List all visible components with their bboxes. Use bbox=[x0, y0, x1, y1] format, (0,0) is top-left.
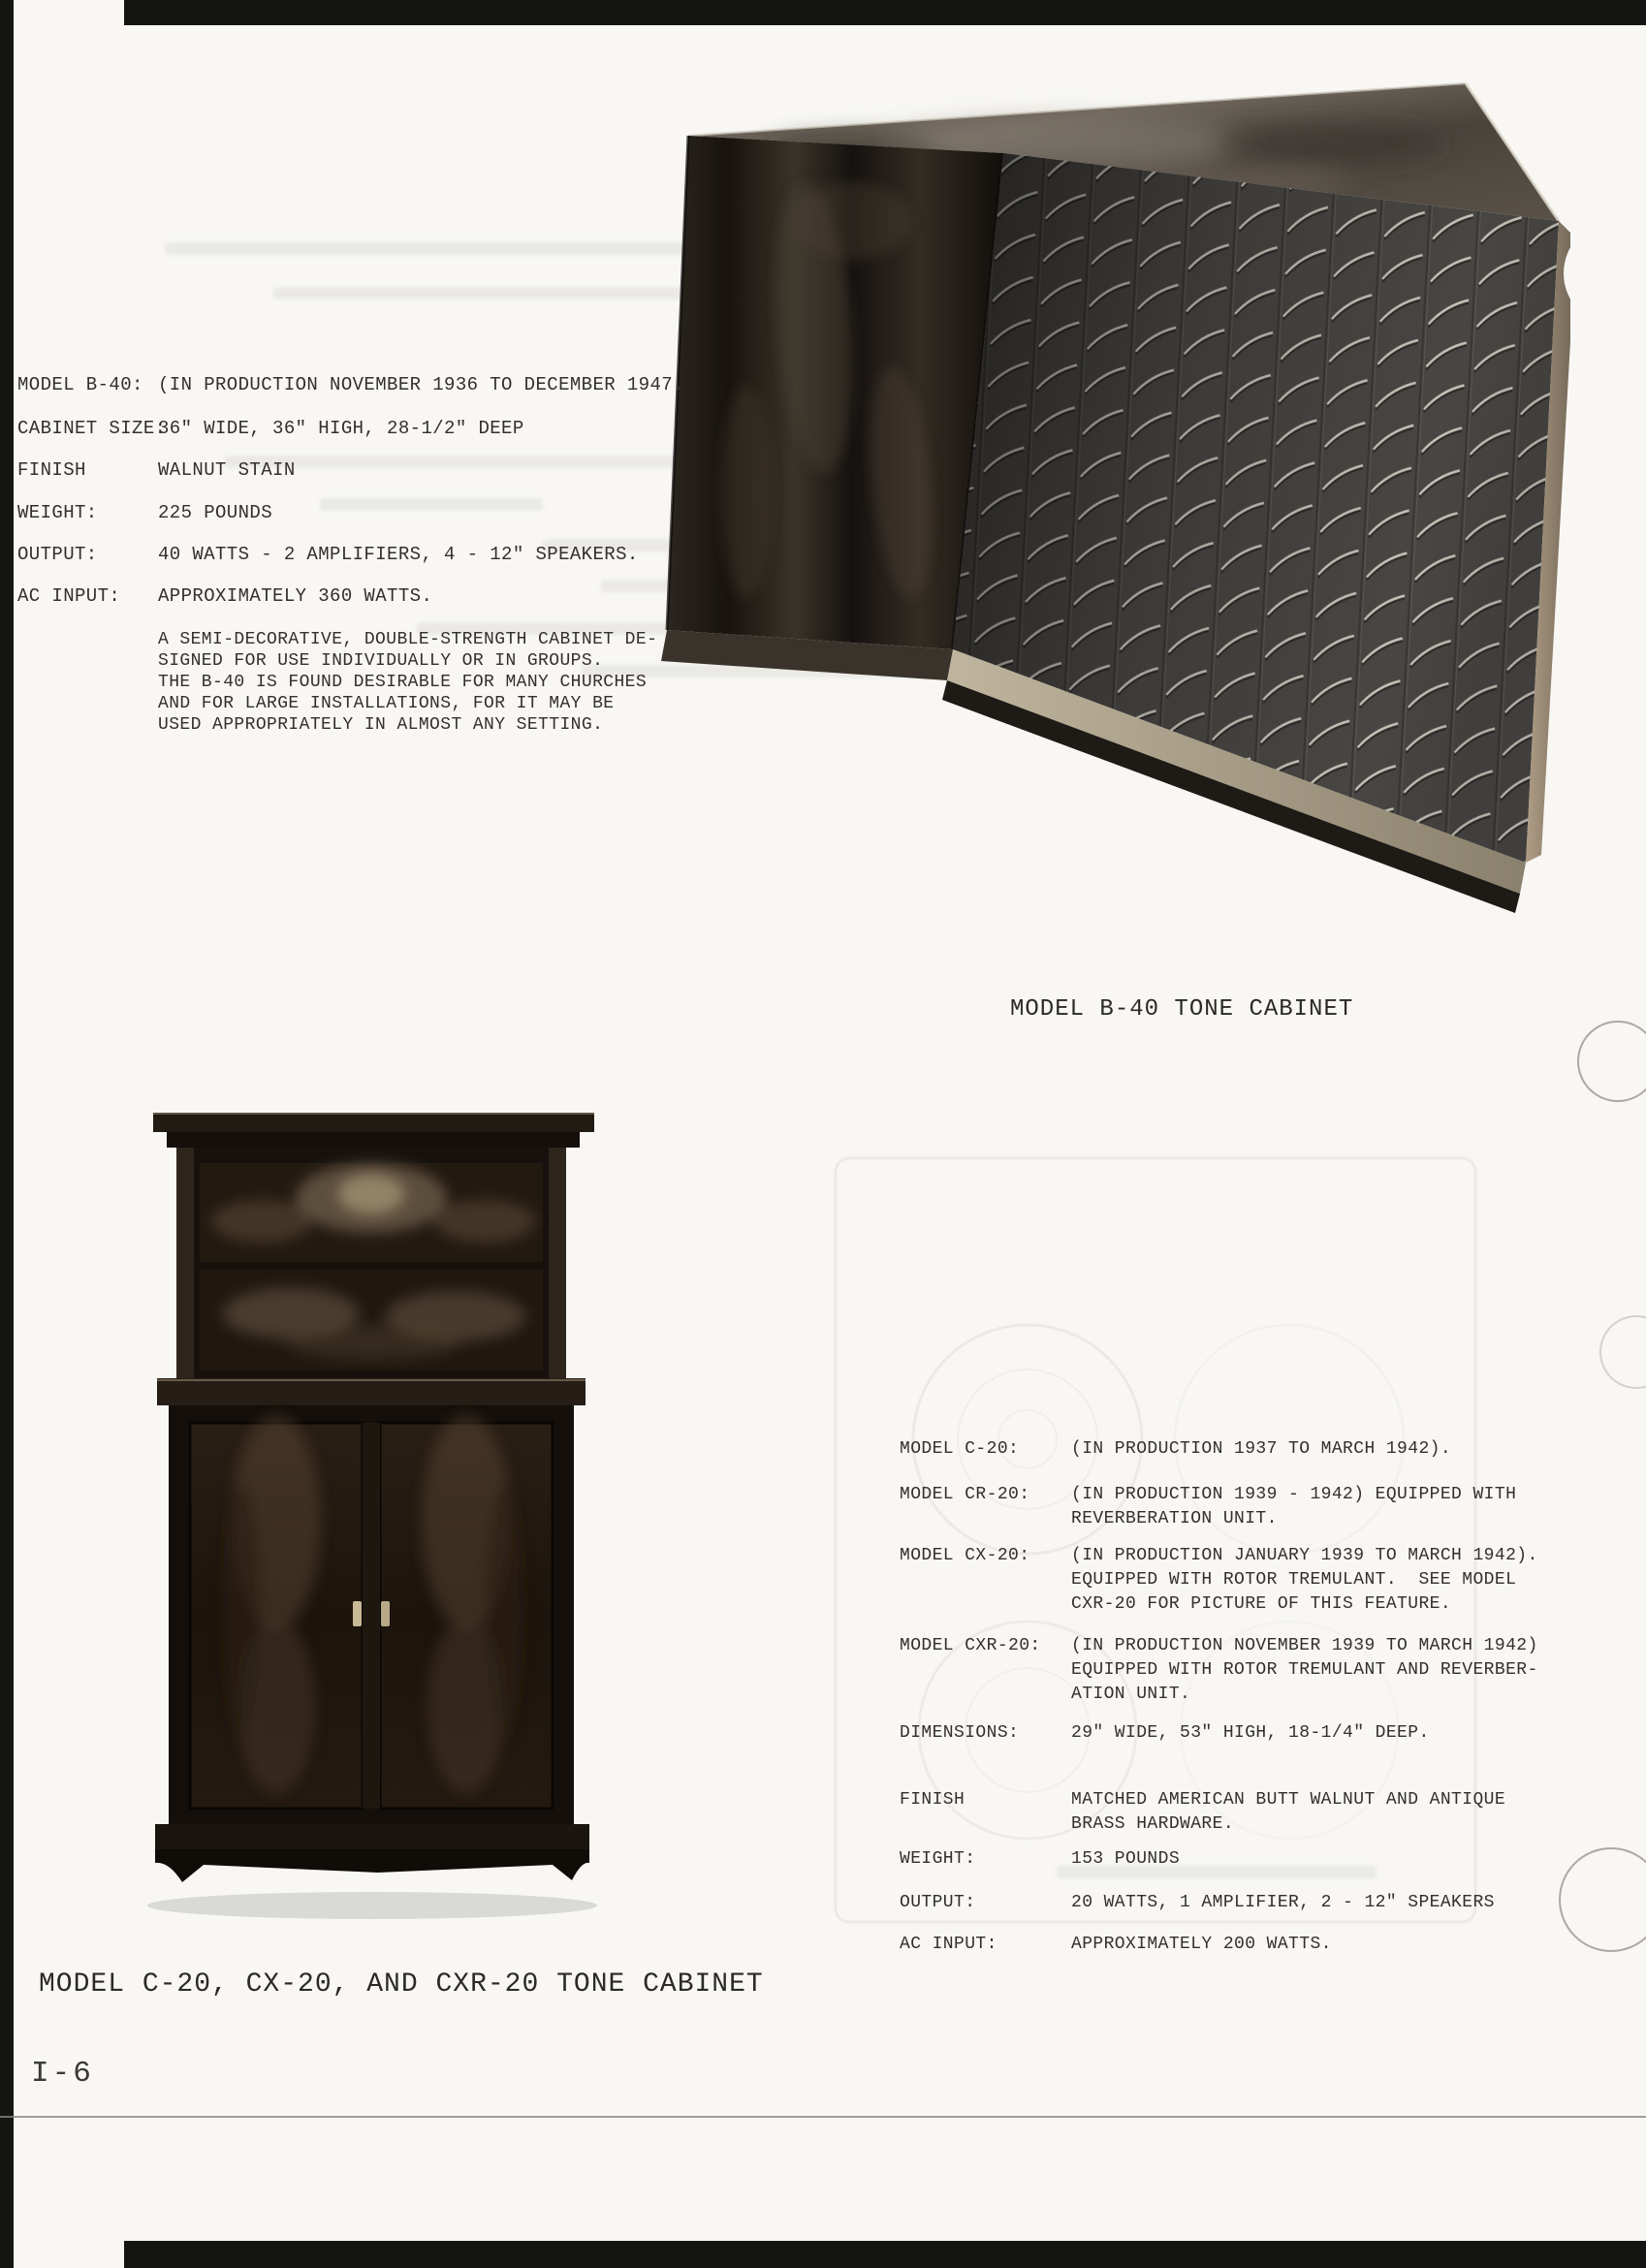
spec-value: APPROXIMATELY 360 WATTS. bbox=[158, 585, 433, 607]
b40-photo-caption: MODEL B-40 TONE CABINET bbox=[1010, 996, 1354, 1023]
spec-line: APPROXIMATELY 200 WATTS. bbox=[1071, 1935, 1332, 1954]
spec-label: DIMENSIONS: bbox=[900, 1723, 1020, 1743]
spec-label: MODEL CR-20: bbox=[900, 1485, 1030, 1504]
spec-line: 20 WATTS, 1 AMPLIFIER, 2 - 12" SPEAKERS bbox=[1071, 1893, 1495, 1912]
spec-value: 40 WATTS - 2 AMPLIFIERS, 4 - 12" SPEAKERS. bbox=[158, 544, 639, 565]
spec-line: 29" WIDE, 53" HIGH, 18-1/4" DEEP. bbox=[1071, 1723, 1430, 1743]
scan-border-bottom bbox=[124, 2241, 1646, 2268]
spec-value: (IN PRODUCTION NOVEMBER 1936 TO DECEMBER 1947. bbox=[158, 374, 684, 395]
spec-line: MATCHED AMERICAN BUTT WALNUT AND ANTIQUE bbox=[1071, 1790, 1506, 1810]
spec-label: WEIGHT: bbox=[900, 1849, 976, 1869]
spec-label: FINISH bbox=[17, 459, 86, 481]
page-number: I-6 bbox=[31, 2057, 94, 2091]
description-line: SIGNED FOR USE INDIVIDUALLY OR IN GROUPS. bbox=[158, 651, 604, 671]
spec-line: EQUIPPED WITH ROTOR TREMULANT AND REVERBER- bbox=[1071, 1660, 1538, 1680]
spec-value: 225 POUNDS bbox=[158, 502, 273, 523]
spec-value: 36" WIDE, 36" HIGH, 28-1/2" DEEP bbox=[158, 418, 524, 439]
description-line: USED APPROPRIATELY IN ALMOST ANY SETTING. bbox=[158, 715, 604, 735]
punch-hole bbox=[1561, 705, 1646, 811]
bleed-through-smudge bbox=[320, 498, 543, 511]
punch-hole bbox=[1577, 1021, 1646, 1102]
spec-label: CABINET SIZE: bbox=[17, 418, 167, 439]
spec-line: ATION UNIT. bbox=[1071, 1685, 1191, 1704]
spec-line: EQUIPPED WITH ROTOR TREMULANT. SEE MODEL bbox=[1071, 1570, 1517, 1590]
spec-line: CXR-20 FOR PICTURE OF THIS FEATURE. bbox=[1071, 1594, 1452, 1614]
b40-cabinet-photo bbox=[611, 76, 1570, 987]
scan-border-top bbox=[124, 0, 1646, 25]
spec-label: MODEL C-20: bbox=[900, 1439, 1020, 1459]
page-rule bbox=[0, 2116, 1646, 2118]
description-line: THE B-40 IS FOUND DESIRABLE FOR MANY CHURCHES bbox=[158, 673, 648, 692]
spec-line: BRASS HARDWARE. bbox=[1071, 1814, 1235, 1834]
spec-label: FINISH bbox=[900, 1790, 965, 1810]
c20-cabinet-photo bbox=[136, 1105, 640, 1943]
spec-line: REVERBERATION UNIT. bbox=[1071, 1509, 1278, 1528]
spec-label: OUTPUT: bbox=[17, 544, 98, 565]
punch-hole bbox=[1564, 220, 1646, 327]
spec-label: MODEL CX-20: bbox=[900, 1546, 1030, 1565]
spec-label: WEIGHT: bbox=[17, 502, 98, 523]
spec-label: MODEL CXR-20: bbox=[900, 1636, 1041, 1655]
description-line: AND FOR LARGE INSTALLATIONS, FOR IT MAY BE bbox=[158, 694, 615, 713]
spec-label: AC INPUT: bbox=[900, 1935, 997, 1954]
spec-line: (IN PRODUCTION NOVEMBER 1939 TO MARCH 1942) bbox=[1071, 1636, 1538, 1655]
spec-label: OUTPUT: bbox=[900, 1893, 976, 1912]
c20-photo-caption: MODEL C-20, CX-20, AND CXR-20 TONE CABINET bbox=[39, 1969, 764, 2000]
spec-label: MODEL B-40: bbox=[17, 374, 143, 395]
spec-line: (IN PRODUCTION JANUARY 1939 TO MARCH 1942). bbox=[1071, 1546, 1538, 1565]
spec-label: AC INPUT: bbox=[17, 585, 121, 607]
spec-value: WALNUT STAIN bbox=[158, 459, 296, 481]
spec-line: 153 POUNDS bbox=[1071, 1849, 1181, 1869]
spec-line: (IN PRODUCTION 1937 TO MARCH 1942). bbox=[1071, 1439, 1452, 1459]
punch-hole bbox=[1559, 1847, 1646, 1952]
scan-border-left bbox=[0, 0, 14, 2268]
spec-line: (IN PRODUCTION 1939 - 1942) EQUIPPED WITH bbox=[1071, 1485, 1517, 1504]
punch-hole bbox=[1599, 1315, 1646, 1389]
description-line: A SEMI-DECORATIVE, DOUBLE-STRENGTH CABINET DE- bbox=[158, 630, 658, 649]
